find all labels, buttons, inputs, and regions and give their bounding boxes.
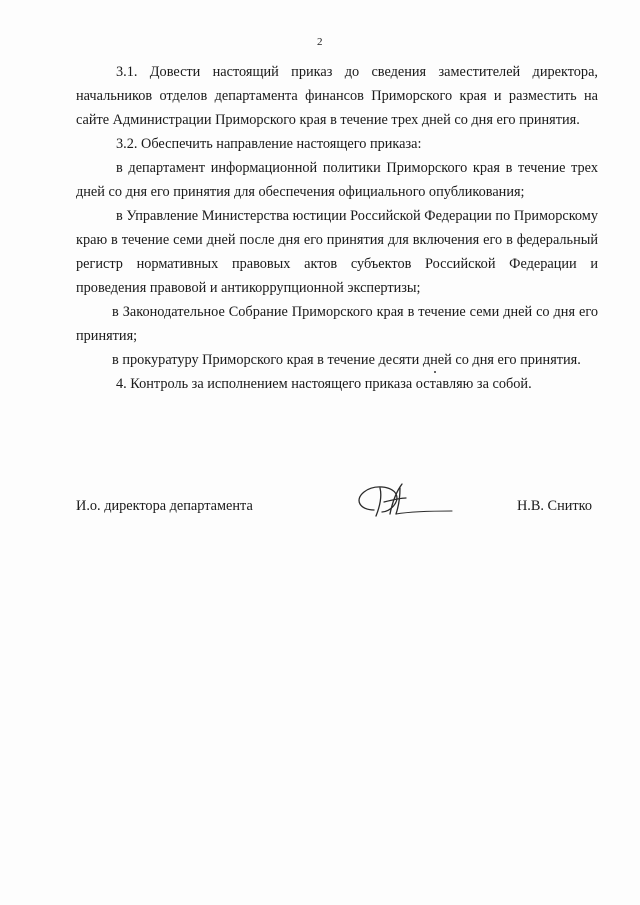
handwritten-signature xyxy=(346,480,456,524)
signer-title: И.о. директора департамента xyxy=(76,498,253,514)
paragraph-prosecutor: в прокуратуру Приморского края в течение десяти дней со дня его принятия. xyxy=(112,352,581,368)
paragraph-ministry-justice: в Управление Министерства юстиции Российской Федерации по Приморскому краю в течение семи дней после дня его принятия для включения его в федеральный регистр нормативных правовых актов субъектов Российской Федерации и проведения правовой и антикоррупционной экспертизы; xyxy=(76,208,598,296)
paragraph-4-control: 4. Контроль за исполнением настоящего приказа оставляю за собой. xyxy=(116,376,532,392)
page-number: 2 xyxy=(317,36,323,48)
paragraph-3-2: 3.2. Обеспечить направление настоящего приказа: xyxy=(116,136,422,152)
paragraph-3-1: 3.1. Довести настоящий приказ до сведения заместителей директора, начальников отделов департамента финансов Приморского края и разместить на сайте Администрации Приморского края в течение трех дней со дня его принятия. xyxy=(76,64,598,128)
signer-name: Н.В. Снитко xyxy=(516,498,592,514)
paragraph-info-policy: в департамент информационной политики Приморского края в течение трех дней со дня его принятия для обеспечения официального опубликования; xyxy=(76,160,598,200)
signature-block xyxy=(76,494,598,524)
paragraph-legislative-assembly: в Законодательное Собрание Приморского края в течение семи дней со дня его принятия; xyxy=(76,304,598,344)
document-body xyxy=(76,60,598,396)
scan-artifact-dot xyxy=(434,371,436,373)
